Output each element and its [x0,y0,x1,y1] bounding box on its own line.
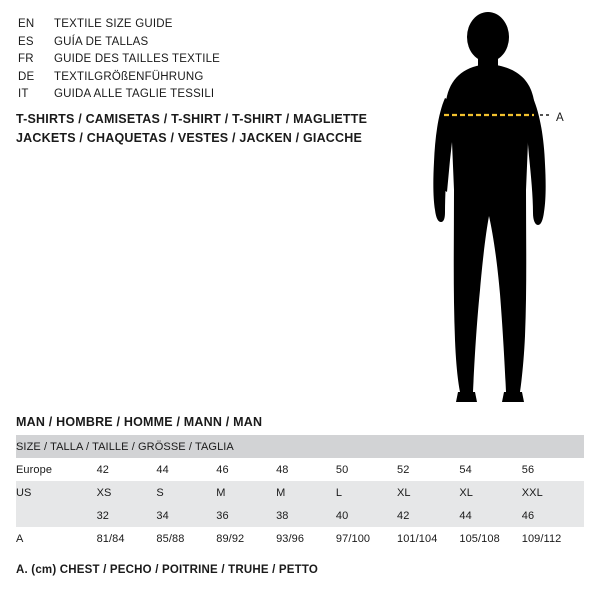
language-title: TEXTILE SIZE GUIDE [54,18,173,30]
cell: XL [459,481,521,504]
cell: 52 [397,458,459,481]
language-title: GUIDE DES TAILLES TEXTILE [54,53,221,65]
cell: 44 [459,504,521,527]
cell: 89/92 [216,527,276,550]
cell: 38 [276,504,336,527]
cell: 85/88 [156,527,216,550]
cell: 48 [276,458,336,481]
size-table-section [16,415,584,576]
cell: 46 [522,504,584,527]
cell: 34 [156,504,216,527]
figure-right-foot [502,392,524,402]
row-label: US [16,481,97,504]
cell: 56 [522,458,584,481]
silhouette-svg [400,10,600,410]
cell: 93/96 [276,527,336,550]
language-row [18,69,358,87]
figure-head [467,12,509,62]
cell: XL [397,481,459,504]
male-silhouette-figure [400,10,600,410]
figure-right-arm [526,98,546,225]
cell: 32 [97,504,157,527]
language-row [18,51,358,69]
cell: XXL [522,481,584,504]
cell: 97/100 [336,527,397,550]
cell: 42 [397,504,459,527]
language-code: ES [18,35,34,48]
table-header-label: SIZE / TALLA / TAILLE / GRÖSSE / TAGLIA [16,435,584,458]
cell: 44 [156,458,216,481]
language-list [18,16,358,104]
table-row [16,481,584,504]
table-row [16,458,584,481]
cell: M [276,481,336,504]
language-title: TEXTILGRÖßENFÜHRUNG [54,70,204,83]
row-label: A [16,527,97,550]
cell: 109/112 [522,527,584,550]
size-table [16,435,584,550]
cell: L [336,481,397,504]
cell: 81/84 [97,527,157,550]
category-jackets: JACKETS / CHAQUETAS / VESTES / JACKEN / GIACCHE [16,131,363,145]
language-row [18,86,358,104]
cell: 50 [336,458,397,481]
table-footnote: A. (cm) CHEST / PECHO / POITRINE / TRUHE / PETTO [16,564,319,576]
chest-measure-label: A [556,112,564,124]
table-header-row [16,435,584,458]
cell: S [156,481,216,504]
language-code: FR [18,53,34,65]
language-code: EN [18,18,35,30]
table-row [16,527,584,550]
cell: XS [97,481,157,504]
language-row [18,16,358,34]
language-code: IT [18,88,29,100]
table-row [16,504,584,527]
cell: 46 [216,458,276,481]
figure-left-foot [456,392,477,402]
language-title: GUIDA ALLE TAGLIE TESSILI [54,88,215,100]
cell: 101/104 [397,527,459,550]
cell: 105/108 [459,527,521,550]
cell: 54 [459,458,521,481]
table-heading-man: MAN / HOMBRE / HOMME / MANN / MAN [16,415,263,429]
figure-body [443,64,538,392]
cell: M [216,481,276,504]
cell: 42 [97,458,157,481]
row-label: Europe [16,458,97,481]
category-tshirts: T-SHIRTS / CAMISETAS / T-SHIRT / T-SHIRT / MAGLIETTE [16,112,368,126]
language-code: DE [18,70,35,83]
cell: 40 [336,504,397,527]
language-row [18,34,358,52]
row-label [16,504,97,527]
cell: 36 [216,504,276,527]
category-headings [16,110,416,148]
language-title: GUÍA DE TALLAS [54,35,149,48]
